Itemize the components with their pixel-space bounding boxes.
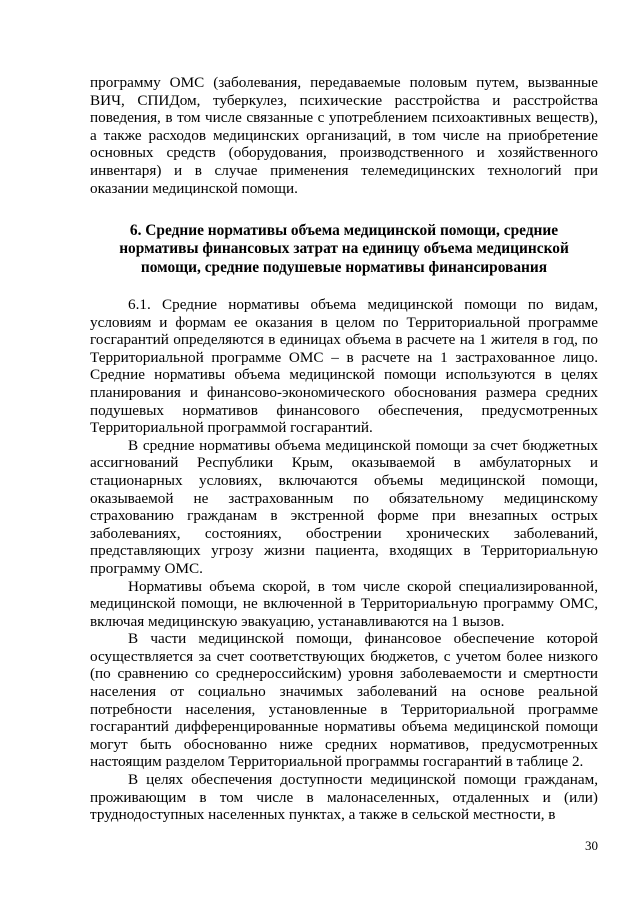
paragraph-6-1: 6.1. Средние нормативы объема медицинской помощи по видам, условиям и формам ее оказания в целом по Территориальной программе госгарантий определяются в единицах объема в расчете на 1 жителя в год, по Территориальной программе ОМС – в расчете на 1 застрахованное лицо. Средние нормативы объема медицинской помощи используются в целях планирования и финансово-экономического обоснования размера средних подушевых нормативов финансового обеспечения, предусмотренных Территориальной программой госгарантий. — [90, 296, 598, 437]
paragraph-ambulance-norms: Нормативы объема скорой, в том числе скорой специализированной, медицинской помощи, не включенной в Территориальную программу ОМС, включая медицинскую эвакуацию, устанавливаются на 1 вызов. — [90, 577, 598, 630]
paragraph-differentiated-norms: В части медицинской помощи, финансовое обеспечение которой осуществляется за счет соответствующих бюджетов, с учетом более низкого (по сравнению со среднероссийским) уровня заболеваемости и смертности населения от социально значимых заболеваний на основе реальной потребности населения, установленные в Территориальной программе госгарантий дифференцированные нормативы объема медицинской помощи могут быть обоснованно ниже средних нормативов, предусмотренных настоящим разделом Территориальной программы госгарантий в таблице 2. — [90, 630, 598, 771]
page-number: 30 — [585, 838, 598, 853]
section-heading: 6. Средние нормативы объема медицинской помощи, средние нормативы финансовых затрат на единицу объема медицинской помощи, средние подушевые нормативы финансирования — [119, 222, 569, 276]
section-body — [90, 296, 598, 824]
paragraph-budget-volumes: В средние нормативы объема медицинской помощи за счет бюджетных ассигнований Республики Крым, оказываемой в амбулаторных и стационарных условиях, включаются объемы медицинской помощи, оказываемой не застрахованным по обязательному медицинскому страхованию гражданам в экстренной форме при внезапных острых заболеваниях, состояниях, обострении хронических заболеваний, представляющих угрозу жизни пациента, входящих в Территориальную программу ОМС. — [90, 436, 598, 577]
continued-paragraph: программу ОМС (заболевания, передаваемые половым путем, вызванные ВИЧ, СПИДом, туберкулез, психические расстройства и расстройства поведения, в том числе связанные с употреблением психоактивных веществ), а также расходов медицинских организаций, в том числе на приобретение основных средств (оборудования, производственного и хозяйственного инвентаря) и в случае применения телемедицинских технологий при оказании медицинской помощи. — [90, 74, 598, 197]
paragraph-accessibility: В целях обеспечения доступности медицинской помощи гражданам, проживающим в том числе в малонаселенных, отдаленных и (или) труднодоступных населенных пунктах, а также в сельской местности, в — [90, 771, 598, 824]
